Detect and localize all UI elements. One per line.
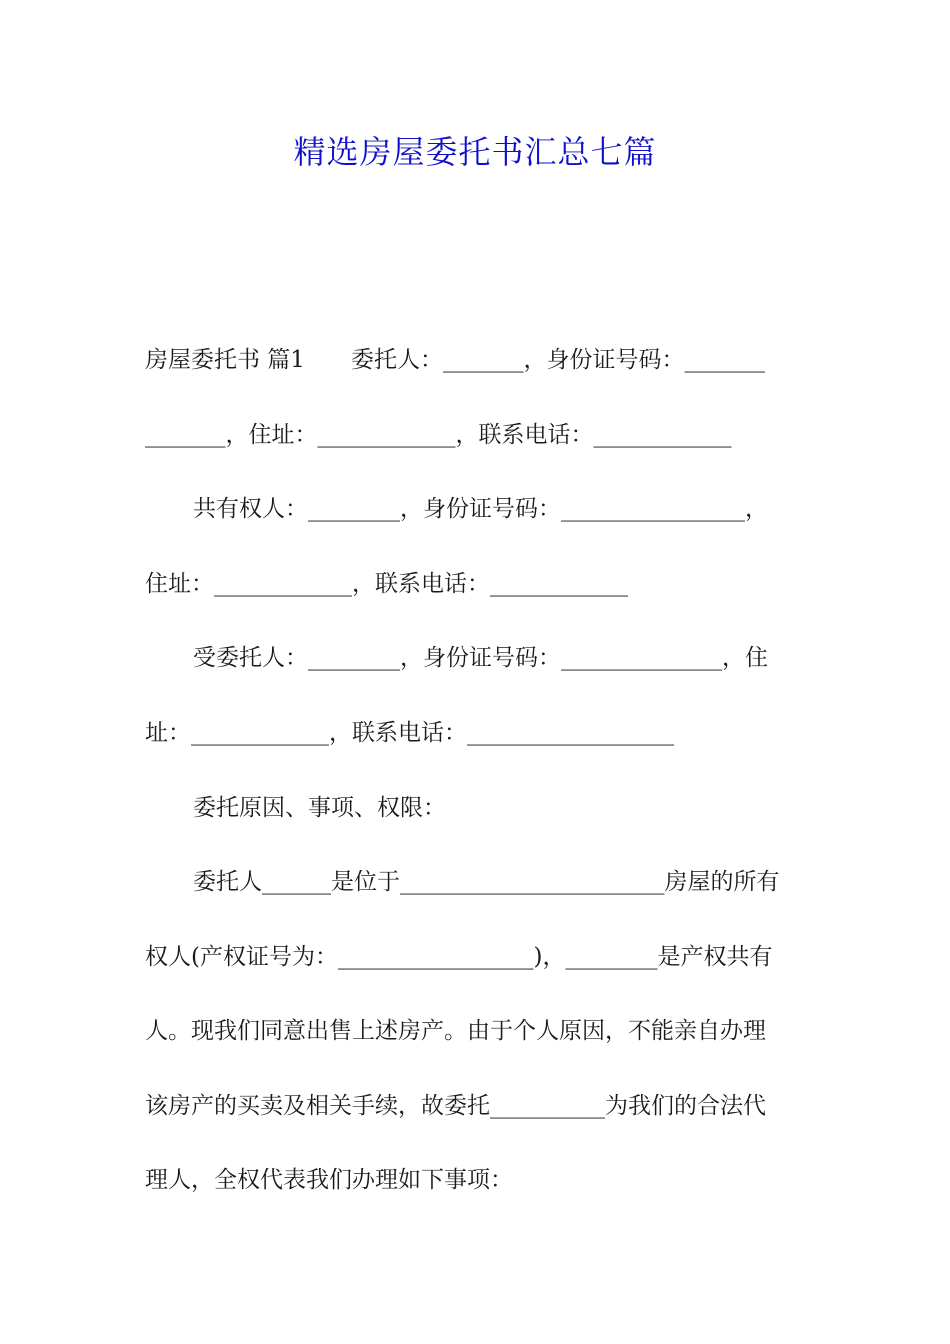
paragraph-line: 人。现我们同意出售上述房产。由于个人原因，不能亲自办理	[145, 1018, 766, 1044]
paragraph-line: _______，住址：____________，联系电话：____________	[145, 422, 732, 448]
paragraph-line: 房屋委托书 篇1 委托人：_______，身份证号码：_______	[145, 347, 765, 373]
paragraph-line: 权人(产权证号为：_________________)，________是产权共有	[145, 944, 773, 970]
paragraph-line: 住址：____________，联系电话：____________	[145, 571, 628, 597]
paragraph-line: 委托原因、事项、权限：	[193, 795, 446, 821]
paragraph-line: 委托人______是位于_______________________房屋的所有	[193, 869, 780, 895]
paragraph-line: 该房产的买卖及相关手续，故委托__________为我们的合法代	[145, 1093, 766, 1119]
document-title: 精选房屋委托书汇总七篇	[293, 133, 657, 171]
paragraph-line: 址：____________，联系电话：__________________	[145, 720, 674, 746]
paragraph-line: 受委托人：________，身份证号码：______________，住	[193, 645, 768, 671]
paragraph-line: 理人，全权代表我们办理如下事项：	[145, 1167, 513, 1193]
paragraph-line: 共有权人：________，身份证号码：________________，	[193, 496, 768, 522]
